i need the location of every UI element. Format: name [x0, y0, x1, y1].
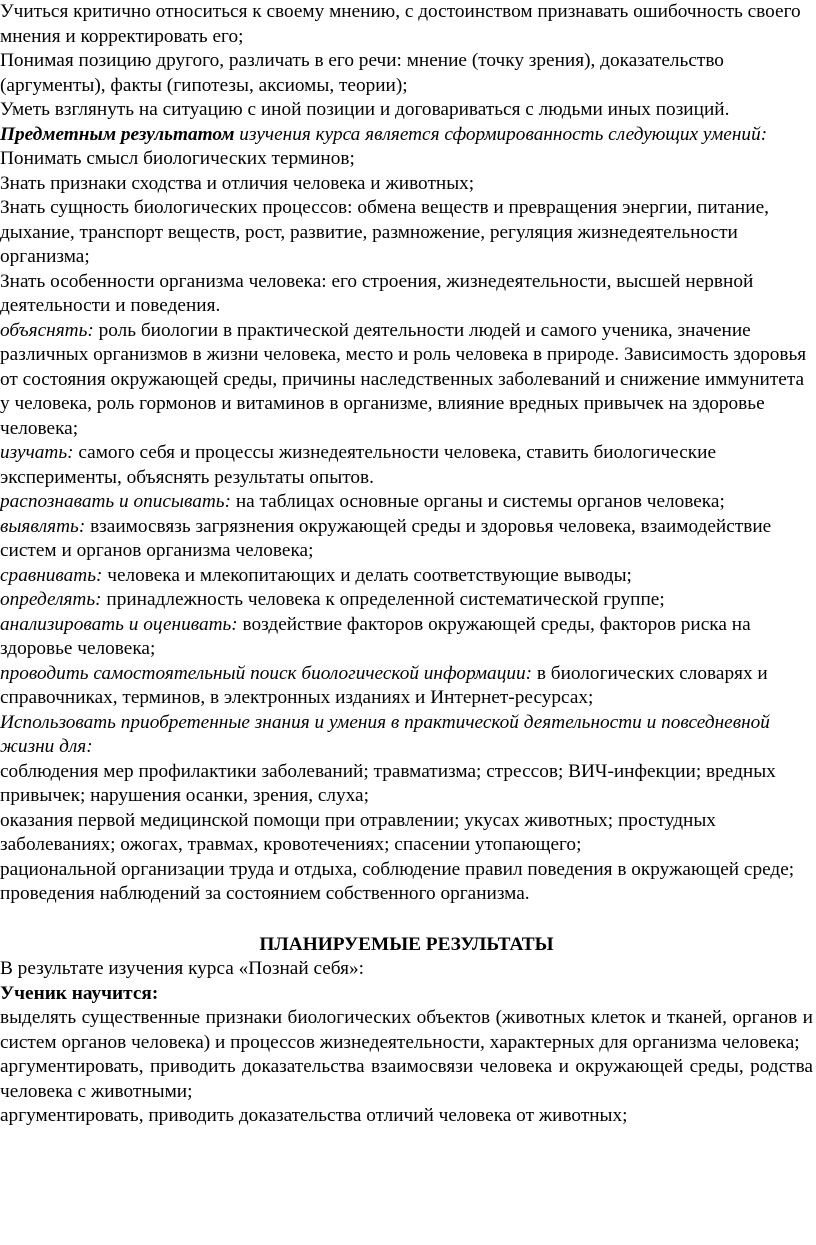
section-gap — [0, 907, 813, 933]
verb-label: изучать: — [0, 442, 74, 463]
verb-item-study — [0, 441, 813, 490]
planned-results-heading: ПЛАНИРУЕМЫЕ РЕЗУЛЬТАТЫ — [259, 933, 554, 955]
verb-label: проводить самостоятельный поиск биологической информации: — [0, 662, 533, 684]
verb-text: воздействие факторов окружающей среды, факторов риска на здоровье человека; — [0, 613, 751, 659]
verb-item-analyze — [0, 613, 813, 662]
verb-item-identify — [0, 515, 813, 564]
verb-text: принадлежность человека к определенной систематической группе; — [101, 589, 665, 610]
verb-text: на таблицах основные органы и системы органов человека; — [231, 491, 725, 512]
use-item: проведения наблюдений за состоянием собственного организма. — [0, 883, 530, 904]
verb-text: взаимосвязь загрязнения окружающей среды и здоровья человека, взаимодействие систем и органов организма человека; — [0, 515, 772, 561]
verb-label: объяснять: — [0, 319, 94, 341]
use-item: рациональной организации труда и отдыха, соблюдение правил поведения в окружающей среде; — [0, 858, 795, 880]
use-item: соблюдения мер профилактики заболеваний; травматизма; стрессов; ВИЧ-инфекции; вредных привычек; нарушения осанки, зрения, слуха; — [0, 760, 776, 806]
subject-result-term: Предметным результатом — [0, 123, 235, 145]
paragraph-other-position: Уметь взглянуть на ситуацию с иной позиции и договариваться с людьми иных позиций. — [0, 99, 730, 120]
planned-item: выделять существенные признаки биологических объектов (животных клеток и тканей, органов и систем органов человека) и процессов жизнедеятельности, характерных для организма человека; — [0, 1007, 813, 1053]
verb-label: анализировать и оценивать: — [0, 613, 238, 635]
verb-label: распознавать и описывать: — [0, 491, 231, 512]
learner-will-label: Ученик научится: — [0, 982, 159, 1004]
verb-text: человека и млекопитающих и делать соответствующие выводы; — [102, 564, 632, 586]
verb-text: самого себя и процессы жизнедеятельности человека, ставить биологические эксперименты, объяснять результаты опытов. — [0, 442, 717, 488]
verb-item-recognize — [0, 490, 813, 515]
use-item: оказания первой медицинской помощи при отравлении; укусах животных; простудных заболеваниях; ожогах, травмах, кровотечениях; спасении утопающего; — [0, 809, 716, 855]
verb-label: выявлять: — [0, 515, 86, 537]
verb-item-search — [0, 662, 813, 711]
verb-item-determine — [0, 588, 813, 613]
planned-intro: В результате изучения курса «Познай себя»: — [0, 958, 365, 979]
paragraph-critical-thinking: Учиться критично относиться к своему мнению, с достоинством признавать ошибочность своего мнения и корректировать его; — [0, 1, 801, 47]
planned-item: аргументировать, приводить доказательства отличий человека от животных; — [0, 1105, 628, 1126]
verb-label: определять: — [0, 589, 102, 610]
subject-result-paragraph — [0, 123, 813, 148]
use-knowledge-paragraph: Использовать приобретенные знания и умения в практической деятельности и повседневной жизни для: — [0, 711, 770, 757]
verb-label: сравнивать: — [0, 564, 103, 586]
verb-text: в биологических словарях и справочниках, терминов, в электронных изданиях и Интернет-ресурсах; — [0, 662, 768, 708]
verb-item-explain — [0, 319, 813, 442]
paragraph-understanding-position: Понимая позицию другого, различать в его речи: мнение (точку зрения), доказательство (аргументы), факты (гипотезы, аксиомы, теории); — [0, 50, 724, 96]
verb-item-compare — [0, 564, 813, 589]
planned-item: аргументировать, приводить доказательства взаимосвязи человека и окружающей среды, родства человека с животными; — [0, 1056, 813, 1102]
skill-item: Понимать смысл биологических терминов; — [0, 148, 355, 169]
skill-item: Знать сущность биологических процессов: обмена веществ и превращения энергии, питание, дыхание, транспорт веществ, рост, развитие, размножение, регуляция жизнедеятельности организма; — [0, 197, 769, 267]
skill-item: Знать признаки сходства и отличия человека и животных; — [0, 172, 475, 194]
skill-item: Знать особенности организма человека: его строения, жизнедеятельности, высшей нервной деятельности и поведения. — [0, 270, 754, 316]
subject-result-text: изучения курса является сформированность следующих умений: — [234, 123, 768, 145]
verb-text: роль биологии в практической деятельности людей и самого ученика, значение различных организмов в жизни человека, место и роль человека в природе. Зависимость здоровья от состояния окружающей среды, причины наследственных заболеваний и снижение иммунитета у человека, роль гормонов и витаминов в организме, влияние вредных привычек на здоровье человека; — [0, 319, 807, 439]
